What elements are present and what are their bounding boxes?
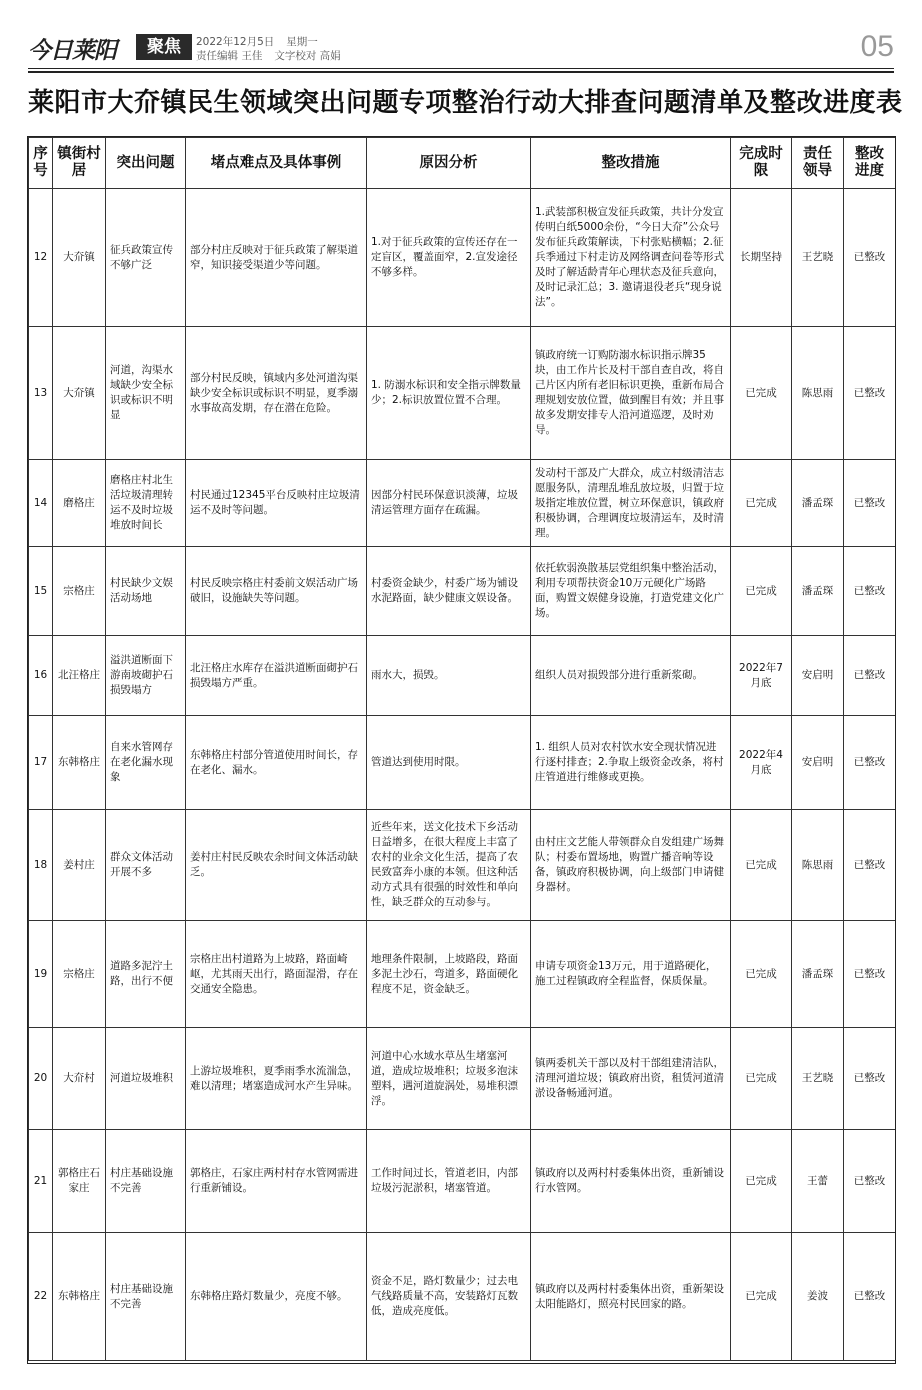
cell-cause: 村委资金缺少，村委广场为铺设水泥路面，缺少健康文娱设备。	[367, 547, 531, 636]
cell-cause: 因部分村民环保意识淡薄，垃圾清运管理方面存在疏漏。	[367, 460, 531, 547]
cell-cause: 1. 防溺水标识和安全指示牌数量少；2.标识放置位置不合理。	[367, 327, 531, 460]
cell-measure: 申请专项资金13万元，用于道路硬化，施工过程镇政府全程监督，保质保量。	[531, 921, 731, 1028]
cell-village: 宗格庄	[53, 547, 106, 636]
cell-cause: 地理条件限制，上坡路段，路面多泥土沙石，弯道多，路面硬化程度不足，资金缺乏。	[367, 921, 531, 1028]
header-issue: 突出问题	[106, 138, 186, 189]
cell-measure: 镇政府以及两村村委集体出资，重新架设太阳能路灯，照亮村民回家的路。	[531, 1233, 731, 1361]
cell-leader: 王蕾	[792, 1130, 844, 1233]
cell-measure: 发动村干部及广大群众，成立村级清洁志愿服务队，清理乱堆乱放垃圾，归置于垃圾指定堆放位置，树立环保意识，镇政府积极协调，合理调度垃圾清运车，及时清理。	[531, 460, 731, 547]
masthead-rule	[28, 68, 894, 69]
cell-cause: 雨水大，损毁。	[367, 636, 531, 716]
cell-difficulty: 村民通过12345平台反映村庄垃圾清运不及时等问题。	[186, 460, 367, 547]
cell-issue: 道路多泥泞土路，出行不便	[106, 921, 186, 1028]
masthead-rule-thick	[28, 71, 894, 73]
cell-issue: 村庄基础设施不完善	[106, 1233, 186, 1361]
cell-deadline: 2022年7月底	[731, 636, 792, 716]
cell-progress: 已整改	[844, 921, 896, 1028]
cell-issue: 征兵政策宣传不够广泛	[106, 189, 186, 327]
table-row	[29, 636, 896, 716]
cell-progress: 已整改	[844, 547, 896, 636]
cell-progress: 已整改	[844, 1028, 896, 1130]
cell-cause: 资金不足，路灯数量少；过去电气线路质量不高，安装路灯瓦数低，造成亮度低。	[367, 1233, 531, 1361]
cell-difficulty: 东韩格庄村部分管道使用时间长，存在老化、漏水。	[186, 716, 367, 810]
cell-village: 磨格庄	[53, 460, 106, 547]
cell-no: 20	[29, 1028, 53, 1130]
cell-village: 北汪格庄	[53, 636, 106, 716]
table-row	[29, 716, 896, 810]
cell-village: 郭格庄石家庄	[53, 1130, 106, 1233]
header-deadline: 完成时限	[731, 138, 792, 189]
header-progress: 整改进度	[844, 138, 896, 189]
table-row	[29, 547, 896, 636]
cell-progress: 已整改	[844, 636, 896, 716]
cell-leader: 安启明	[792, 636, 844, 716]
cell-progress: 已整改	[844, 1130, 896, 1233]
header-no: 序号	[29, 138, 53, 189]
table-row	[29, 460, 896, 547]
cell-difficulty: 北汪格庄水库存在溢洪道断面砌护石损毁塌方严重。	[186, 636, 367, 716]
cell-village: 姜村庄	[53, 810, 106, 921]
cell-progress: 已整改	[844, 460, 896, 547]
cell-deadline: 已完成	[731, 327, 792, 460]
cell-difficulty: 郭格庄，石家庄两村村存水管网需进行重新铺设。	[186, 1130, 367, 1233]
cell-no: 16	[29, 636, 53, 716]
cell-deadline: 2022年4月底	[731, 716, 792, 810]
cell-progress: 已整改	[844, 716, 896, 810]
cell-cause: 近些年来，送文化技术下乡活动日益增多，在很大程度上丰富了农村的业余文化生活，提高了农民致富奔小康的本领。但这种活动方式具有很强的时效性和单向性，缺乏群众的互动参与。	[367, 810, 531, 921]
issue-table	[28, 137, 896, 1361]
cell-issue: 河道垃圾堆积	[106, 1028, 186, 1130]
cell-leader: 陈思雨	[792, 810, 844, 921]
cell-leader: 安启明	[792, 716, 844, 810]
date-line	[196, 34, 318, 49]
cell-measure: 依托软弱涣散基层党组织集中整治活动，利用专项帮扶资金10万元硬化广场路面，购置文娱健身设施，打造党建文化广场。	[531, 547, 731, 636]
cell-deadline: 已完成	[731, 1233, 792, 1361]
issue-table-frame	[28, 137, 895, 1363]
cell-measure: 组织人员对损毁部分进行重新浆砌。	[531, 636, 731, 716]
cell-deadline: 已完成	[731, 921, 792, 1028]
table-row	[29, 921, 896, 1028]
table-row	[29, 1028, 896, 1130]
cell-measure: 由村庄文艺能人带领群众自发组建广场舞队；村委布置场地，购置广播音响等设备，镇政府积极协调，向上级部门申请健身器材。	[531, 810, 731, 921]
table-row	[29, 1233, 896, 1361]
cell-measure: 镇政府统一订购防溺水标识指示牌35块，由工作片长及村干部自查自改，将自己片区内所有老旧标识更换，重新布局合理规划安放位置，做到醒目有效；并且事故多发期安排专人沿河道巡逻，及时劝导。	[531, 327, 731, 460]
cell-village: 宗格庄	[53, 921, 106, 1028]
cell-measure: 镇政府以及两村村委集体出资，重新铺设行水管网。	[531, 1130, 731, 1233]
cell-deadline: 已完成	[731, 460, 792, 547]
cell-deadline: 已完成	[731, 1028, 792, 1130]
cell-no: 17	[29, 716, 53, 810]
cell-no: 19	[29, 921, 53, 1028]
cell-difficulty: 部分村庄反映对于征兵政策了解渠道窄，知识接受渠道少等问题。	[186, 189, 367, 327]
cell-issue: 河道，沟渠水域缺少安全标识或标识不明显	[106, 327, 186, 460]
cell-issue: 溢洪道断面下游南坡砌护石损毁塌方	[106, 636, 186, 716]
cell-progress: 已整改	[844, 1233, 896, 1361]
table-row	[29, 189, 896, 327]
cell-cause: 河道中心水域水草丛生堵塞河道，造成垃圾堆积；垃圾多泡沫塑料，遇河道旋涡处，易堆积漂浮。	[367, 1028, 531, 1130]
cell-measure: 1. 组织人员对农村饮水安全现状情况进行逐村排查；2.争取上级资金改条，将村庄管道进行维修或更换。	[531, 716, 731, 810]
cell-no: 13	[29, 327, 53, 460]
editor-credit: 责任编辑 王佳	[196, 50, 263, 62]
cell-no: 14	[29, 460, 53, 547]
cell-leader: 姜波	[792, 1233, 844, 1361]
issue-date: 2022年12月5日	[196, 36, 275, 48]
table-row	[29, 327, 896, 460]
cell-deadline: 已完成	[731, 547, 792, 636]
cell-progress: 已整改	[844, 327, 896, 460]
cell-measure: 1.武装部积极宣发征兵政策，共计分发宣传明白纸5000余份，“今日大夼”公众号发布征兵政策解读，下村张贴横幅；2.征兵季通过下村走访及网络调查问卷等形式及时了解适龄青年心理状态及征兵意向，及时记录汇总；3. 邀请退役老兵“现身说法”。	[531, 189, 731, 327]
header-cause: 原因分析	[367, 138, 531, 189]
cell-no: 22	[29, 1233, 53, 1361]
page-number: 05	[860, 30, 894, 63]
table-header-row	[29, 138, 896, 189]
cell-leader: 王艺晓	[792, 1028, 844, 1130]
cell-deadline: 长期坚持	[731, 189, 792, 327]
cell-leader: 潘孟琛	[792, 547, 844, 636]
cell-deadline: 已完成	[731, 1130, 792, 1233]
masthead	[28, 30, 894, 66]
credits-line	[196, 48, 341, 63]
cell-difficulty: 村民反映宗格庄村委前文娱活动广场破旧，设施缺失等问题。	[186, 547, 367, 636]
cell-progress: 已整改	[844, 189, 896, 327]
cell-issue: 村庄基础设施不完善	[106, 1130, 186, 1233]
cell-measure: 镇两委机关干部以及村干部组建清洁队，清理河道垃圾；镇政府出资，租赁河道清淤设备畅通河道。	[531, 1028, 731, 1130]
table-body	[29, 189, 896, 1361]
cell-village: 东韩格庄	[53, 716, 106, 810]
cell-village: 大夼村	[53, 1028, 106, 1130]
cell-village: 东韩格庄	[53, 1233, 106, 1361]
cell-leader: 陈思雨	[792, 327, 844, 460]
cell-leader: 潘孟琛	[792, 460, 844, 547]
cell-deadline: 已完成	[731, 810, 792, 921]
header-difficulty: 堵点难点及具体事例	[186, 138, 367, 189]
cell-difficulty: 姜村庄村民反映农余时间文体活动缺乏。	[186, 810, 367, 921]
cell-difficulty: 部分村民反映，镇域内多处河道沟渠缺少安全标识或标识不明显，夏季溺水事故高发期，存在潜在危险。	[186, 327, 367, 460]
section-badge: 聚焦	[136, 34, 192, 60]
cell-cause: 工作时间过长，管道老旧，内部垃圾污泥淤积，堵塞管道。	[367, 1130, 531, 1233]
cell-issue: 群众文体活动开展不多	[106, 810, 186, 921]
cell-difficulty: 宗格庄出村道路为上坡路，路面崎岖，尤其雨天出行，路面湿滑，存在交通安全隐患。	[186, 921, 367, 1028]
table-row	[29, 810, 896, 921]
cell-cause: 1.对于征兵政策的宣传还存在一定盲区，覆盖面窄，2.宣发途径不够多样。	[367, 189, 531, 327]
cell-issue: 磨格庄村北生活垃圾清理转运不及时垃圾堆放时间长	[106, 460, 186, 547]
cell-difficulty: 东韩格庄路灯数量少，亮度不够。	[186, 1233, 367, 1361]
cell-cause: 管道达到使用时限。	[367, 716, 531, 810]
newspaper-logo: 今日莱阳	[28, 37, 116, 64]
cell-leader: 潘孟琛	[792, 921, 844, 1028]
cell-difficulty: 上游垃圾堆积，夏季雨季水流湍急，难以清理；堵塞造成河水产生异味。	[186, 1028, 367, 1130]
cell-leader: 王艺晓	[792, 189, 844, 327]
cell-village: 大夼镇	[53, 189, 106, 327]
issue-weekday: 星期一	[286, 36, 318, 48]
cell-no: 21	[29, 1130, 53, 1233]
cell-issue: 村民缺少文娱活动场地	[106, 547, 186, 636]
page-title: 莱阳市大夼镇民生领域突出问题专项整治行动大排查问题清单及整改进度表	[28, 88, 903, 118]
header-leader: 责任领导	[792, 138, 844, 189]
header-village: 镇街村居	[53, 138, 106, 189]
cell-no: 18	[29, 810, 53, 921]
proofreader-credit: 文字校对 高娟	[274, 50, 341, 62]
cell-no: 15	[29, 547, 53, 636]
cell-issue: 自来水管网存在老化漏水现象	[106, 716, 186, 810]
header-measure: 整改措施	[531, 138, 731, 189]
table-row	[29, 1130, 896, 1233]
cell-no: 12	[29, 189, 53, 327]
cell-village: 大夼镇	[53, 327, 106, 460]
cell-progress: 已整改	[844, 810, 896, 921]
